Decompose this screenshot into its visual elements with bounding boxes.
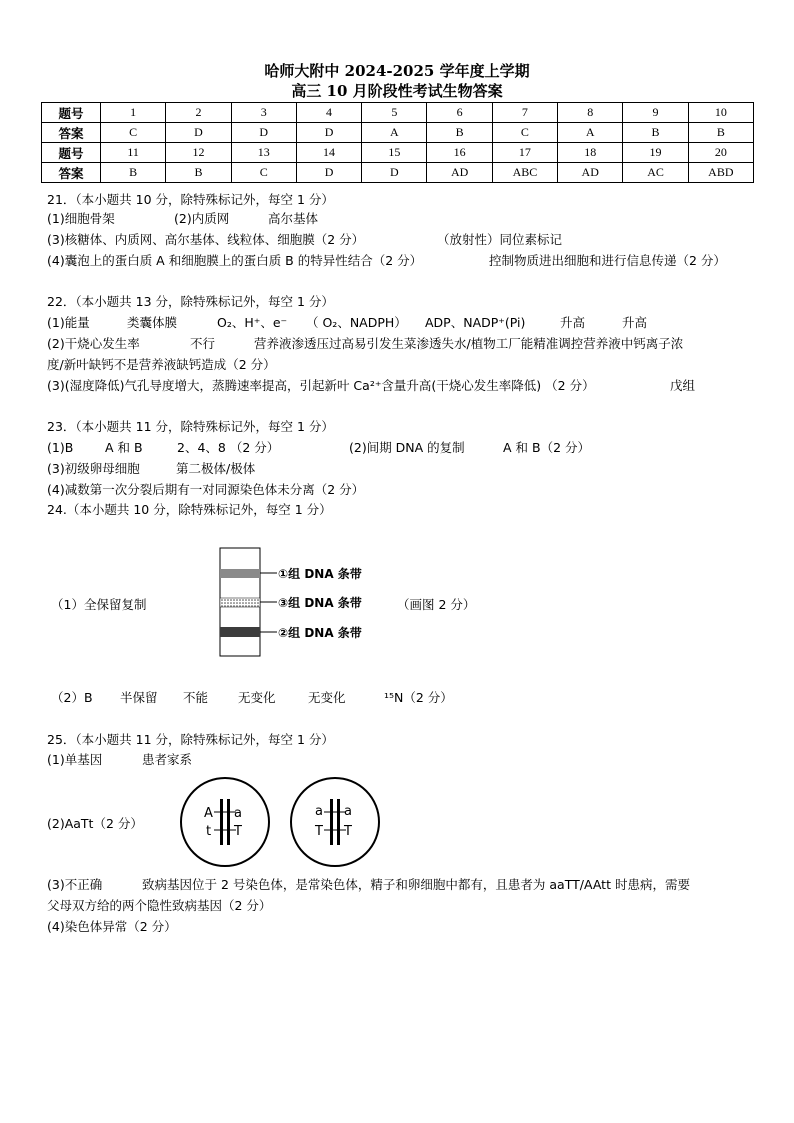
gene-label: a: [234, 806, 242, 821]
table-cell: 17: [492, 143, 557, 163]
q25-answer-5: 致病基因位于 2 号染色体，是常染色体，精子和卵细胞中都有，且患者为 aaTT/AAtt 时患病，需要: [142, 877, 690, 892]
q22-answer-8: (2)干烧心发生率: [47, 336, 140, 351]
table-cell: 14: [296, 143, 361, 163]
table-cell: 2: [166, 103, 231, 123]
q22-answer-11: (3)(湿度降低)气孔导度增大，蒸腾速率提高，引起新叶 Ca²⁺含量升高(干烧心发生率降低) （2 分）: [47, 378, 595, 393]
q23-answer-1: (1)B: [47, 440, 74, 455]
table-cell: 7: [492, 103, 557, 123]
gene-label: a: [344, 804, 352, 819]
table-cell: 18: [558, 143, 623, 163]
band-3: [220, 598, 260, 607]
q25-answer-6: (4)染色体异常（2 分）: [47, 919, 177, 934]
q23-answer-4: (2)间期 DNA 的复制: [349, 440, 465, 455]
table-cell: 6: [427, 103, 492, 123]
dna-centrifuge-tube-diagram: [215, 545, 395, 660]
table-row: [42, 103, 754, 123]
table-cell: B: [427, 123, 492, 143]
q24-answer-4: 不能: [183, 690, 209, 705]
q21-answer-7: 控制物质进出细胞和进行信息传递（2 分）: [489, 253, 726, 268]
q21-answer-2: (2)内质网: [174, 211, 230, 226]
answer-table: [41, 102, 754, 183]
chromosome: [337, 799, 340, 845]
table-cell: 15: [362, 143, 427, 163]
q25-answer-2: 患者家系: [142, 752, 193, 767]
q23-header: 23．（本小题共 11 分，除特殊标记外，每空 1 分）: [47, 419, 334, 434]
table-cell: C: [231, 163, 296, 183]
q21-answer-3: 高尔基体: [268, 211, 319, 226]
table-cell: B: [101, 163, 166, 183]
q22-answer-7: 升高: [622, 315, 648, 330]
table-cell: AC: [623, 163, 688, 183]
q23-answer-2: A 和 B: [105, 440, 143, 455]
q22-answer-3: O₂、H⁺、e⁻: [217, 315, 288, 330]
table-cell: D: [231, 123, 296, 143]
cell-genotype-diagram: [178, 775, 388, 870]
q22-answer-1: (1)能量: [47, 315, 90, 330]
q25-answer-5-cont: 父母双方给的两个隐性致病基因（2 分）: [47, 898, 272, 913]
q24-answer-2: （2）B: [51, 690, 93, 705]
table-cell: B: [688, 123, 753, 143]
table-cell: AD: [427, 163, 492, 183]
table-cell: 10: [688, 103, 753, 123]
cell-2: [291, 778, 379, 866]
gene-label: T: [234, 824, 242, 839]
row-label: 答案: [42, 163, 101, 183]
chromosome: [330, 799, 333, 845]
table-cell: B: [623, 123, 688, 143]
table-cell: 8: [558, 103, 623, 123]
table-row: [42, 123, 754, 143]
q24-draw-note: （画图 2 分）: [397, 597, 476, 612]
q22-answer-5: ADP、NADP⁺(Pi): [425, 315, 526, 330]
q22-answer-10: 营养液渗透压过高易引发生菜渗透失水/植物工厂能精准调控营养液中钙离子浓: [254, 336, 684, 351]
q23-answer-5: A 和 B（2 分）: [503, 440, 590, 455]
table-cell: B: [166, 163, 231, 183]
gene-label: T: [344, 824, 352, 839]
row-label: 答案: [42, 123, 101, 143]
q21-answer-5: （放射性）同位素标记: [437, 232, 563, 247]
q25-header: 25．（本小题共 11 分，除特殊标记外，每空 1 分）: [47, 732, 334, 747]
q23-answer-3: 2、4、8 （2 分）: [177, 440, 280, 455]
table-cell: 16: [427, 143, 492, 163]
table-cell: 13: [231, 143, 296, 163]
table-cell: ABD: [688, 163, 753, 183]
q24-answer-3: 半保留: [120, 690, 158, 705]
table-cell: C: [101, 123, 166, 143]
table-cell: A: [362, 123, 427, 143]
q22-answer-9: 不行: [190, 336, 216, 351]
gene-label: a: [315, 804, 323, 819]
cell-1: [181, 778, 269, 866]
row-label: 题号: [42, 143, 101, 163]
table-cell: 3: [231, 103, 296, 123]
table-cell: 1: [101, 103, 166, 123]
q22-answer-6: 升高: [560, 315, 586, 330]
q25-answer-3: (2)AaTt（2 分）: [47, 816, 143, 831]
q22-answer-2: 类囊体膜: [127, 315, 178, 330]
gene-label: T: [315, 824, 323, 839]
q24-answer-5: 无变化: [238, 690, 276, 705]
gene-label: t: [206, 824, 212, 839]
q24-answer-7: ¹⁵N（2 分）: [384, 690, 453, 705]
band-1: [220, 569, 260, 578]
q24-answer-6: 无变化: [308, 690, 346, 705]
q22-answer-4: （ O₂、NADPH）: [306, 315, 407, 330]
document-title: 哈师大附中 2024-2025 学年度上学期: [264, 62, 530, 80]
q25-answer-4: (3)不正确: [47, 877, 103, 892]
table-cell: D: [166, 123, 231, 143]
q21-header: 21．（本小题共 10 分，除特殊标记外，每空 1 分）: [47, 192, 334, 207]
table-cell: 11: [101, 143, 166, 163]
table-row: [42, 143, 754, 163]
band-3-label: ③组 DNA 条带: [278, 596, 362, 610]
q22-header: 22．（本小题共 13 分，除特殊标记外，每空 1 分）: [47, 294, 334, 309]
table-cell: 19: [623, 143, 688, 163]
band-2-label: ②组 DNA 条带: [278, 626, 362, 640]
band-1-label: ①组 DNA 条带: [278, 567, 362, 581]
q22-answer-10-cont: 度/新叶缺钙不是营养液缺钙造成（2 分）: [47, 357, 276, 372]
q24-header: 24.（本小题共 10 分，除特殊标记外，每空 1 分）: [47, 502, 332, 517]
q21-answer-1: (1)细胞骨架: [47, 211, 115, 226]
table-cell: D: [296, 123, 361, 143]
table-cell: D: [362, 163, 427, 183]
table-cell: 12: [166, 143, 231, 163]
q21-answer-6: (4)囊泡上的蛋白质 A 和细胞膜上的蛋白质 B 的特异性结合（2 分）: [47, 253, 423, 268]
table-cell: A: [558, 123, 623, 143]
row-label: 题号: [42, 103, 101, 123]
document-subtitle: 高三 10 月阶段性考试生物答案: [291, 82, 503, 100]
q21-answer-4: (3)核糖体、内质网、高尔基体、线粒体、细胞膜（2 分）: [47, 232, 365, 247]
q23-answer-8: (4)减数第一次分裂后期有一对同源染色体未分离（2 分）: [47, 482, 365, 497]
gene-label: A: [204, 806, 213, 821]
table-cell: C: [492, 123, 557, 143]
table-cell: D: [296, 163, 361, 183]
q22-answer-12: 戊组: [670, 378, 696, 393]
q25-answer-1: (1)单基因: [47, 752, 103, 767]
table-cell: AD: [558, 163, 623, 183]
table-cell: ABC: [492, 163, 557, 183]
table-cell: 20: [688, 143, 753, 163]
table-cell: 9: [623, 103, 688, 123]
q23-answer-7: 第二极体/极体: [176, 461, 256, 476]
table-row: [42, 163, 754, 183]
table-cell: 4: [296, 103, 361, 123]
q23-answer-6: (3)初级卵母细胞: [47, 461, 140, 476]
chromosome: [227, 799, 230, 845]
q24-answer-1: （1）全保留复制: [51, 597, 147, 612]
table-cell: 5: [362, 103, 427, 123]
band-2: [220, 627, 260, 637]
chromosome: [220, 799, 223, 845]
